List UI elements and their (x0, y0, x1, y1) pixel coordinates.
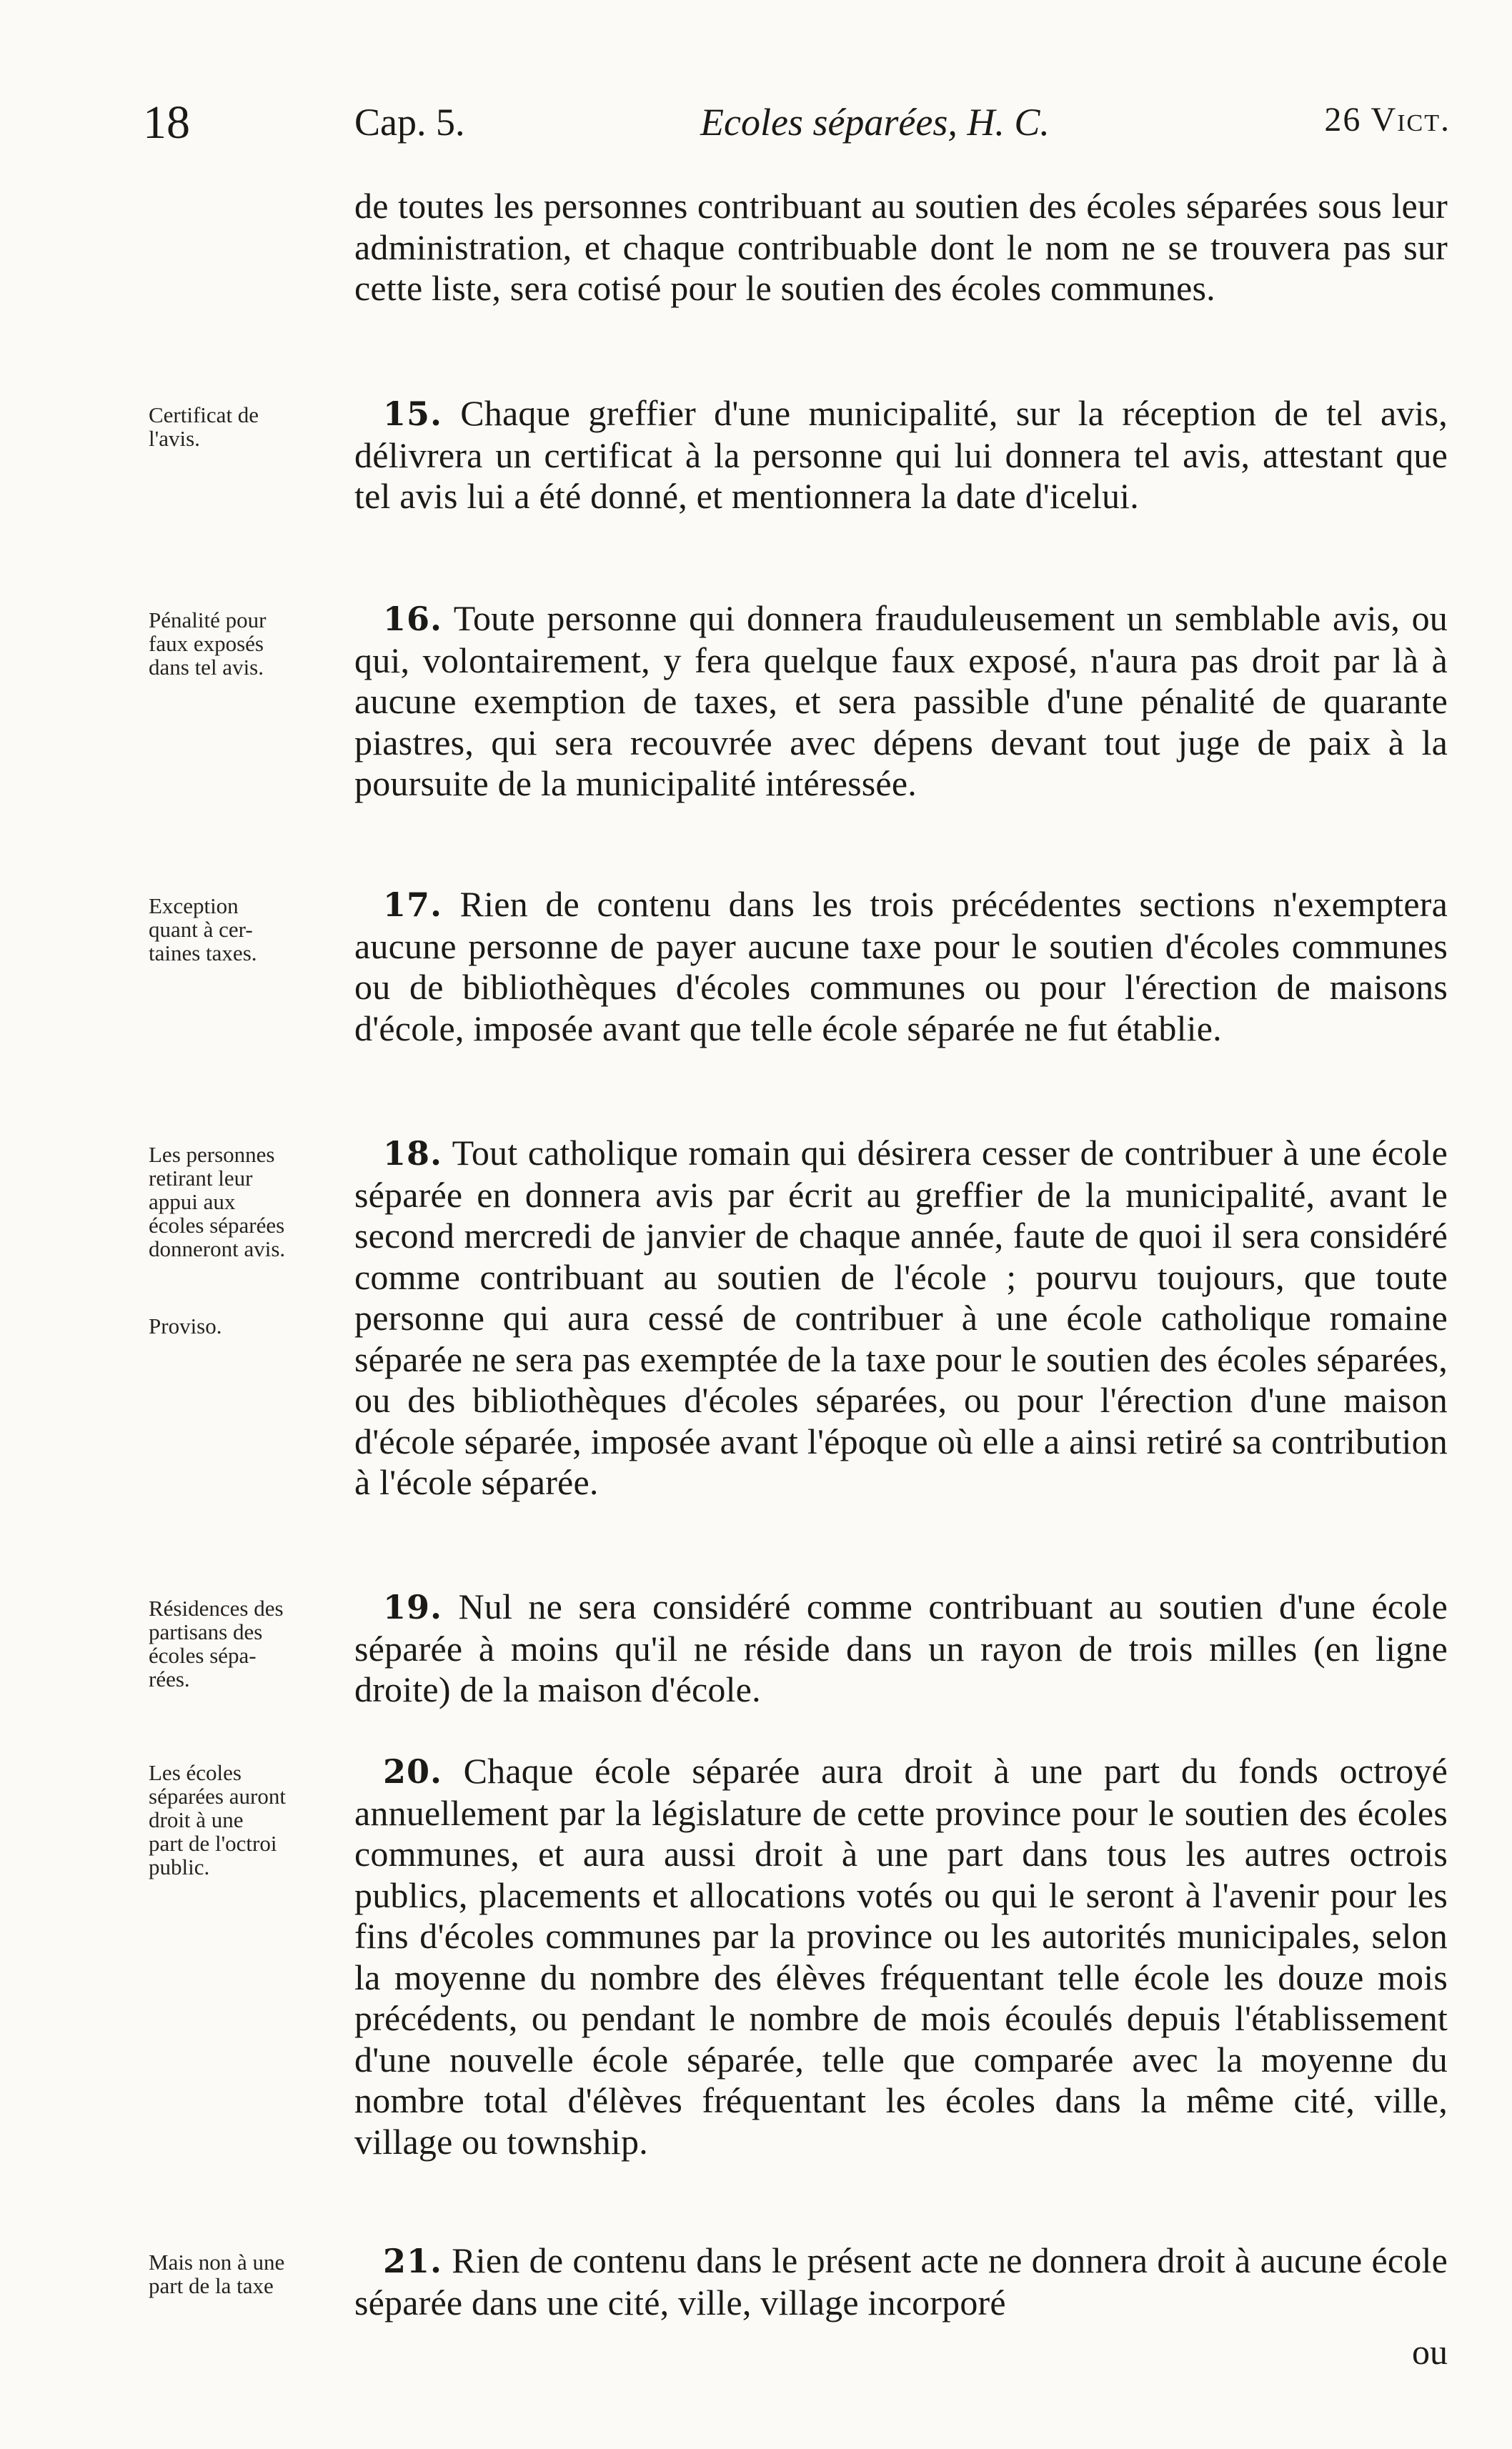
section-text: Chaque école séparée aura droit à une part du fonds octroyé annuellement par la législature de cette province pour le soutien des écoles communes, et aura aussi droit à une part dans tous les autres octrois publics, placements et allocations votés ou qui le seront à l'avenir pour les fins d'écoles communes par la province ou les autorités municipales, selon la moyenne du nombre des élèves fréquentant telle école les douze mois précédents, ou pendant le nombre de mois écoulés depuis l'établissement d'une nouvelle école séparée, telle que comparée avec la moyenne du nombre total d'élèves fréquentant les écoles dans la même cité, ville, village ou township. (354, 1751, 1448, 2162)
section-paragraph (354, 393, 1448, 517)
running-header (143, 96, 1451, 164)
margin-note-section-20: Les écoles séparées auront droit à une part de l'octroi public. (149, 1760, 286, 1879)
margin-note-section-16: Pénalité pour faux exposés dans tel avis. (149, 607, 267, 680)
section-paragraph (354, 2240, 1448, 2323)
running-title: Ecoles séparées, H. C. (700, 101, 1050, 144)
chapter-label: Cap. 5. (354, 101, 465, 144)
section-paragraph (354, 884, 1448, 1049)
section-text: Nul ne sera considéré comme contribuant au soutien d'une école séparée à moins qu'il ne réside dans un rayon de trois milles (en ligne droite) de la maison d'école. (354, 1586, 1448, 1709)
section-number: 20. (383, 1752, 443, 1791)
section-paragraph (354, 1133, 1448, 1504)
margin-note-section-18: Les personnes retirant leur appui aux écoles séparées donneront avis. Proviso. (149, 1142, 286, 1338)
margin-note-section-15: Certificat de l'avis. (149, 402, 259, 451)
section-number: 15. (383, 394, 443, 433)
section-number: 21. (383, 2242, 443, 2280)
section-number: 19. (383, 1588, 443, 1626)
catchword: ou (1412, 2332, 1448, 2372)
margin-note-section-17: Exception quant à cer- taines taxes. (149, 893, 257, 965)
section-paragraph (354, 1751, 1448, 2162)
section-text: Chaque greffier d'une municipalité, sur la réception de tel avis, délivrera un certificat à la personne qui lui donnera tel avis, attestant que tel avis lui a été donné, et mentionnera la date d'icelui. (354, 393, 1448, 516)
continuation-paragraph: de toutes les personnes contribuant au soutien des écoles séparées sous leur administration, et chaque contribuable dont le nom ne se trouvera pas sur cette liste, sera cotisé pour le soutien des écoles communes. (354, 186, 1448, 308)
proviso-note: Proviso. (149, 1313, 222, 1338)
section-text: Toute personne qui donnera frauduleusement un semblable avis, ou qui, volontairement, y fera quelque faux exposé, n'aura pas droit par là à aucune exemption de taxes, et sera passible d'une pénalité de quarante piastres, qui sera recouvrée avec dépens devant tout juge de paix à la poursuite de la municipalité intéressée. (354, 598, 1448, 803)
section-number: 17. (383, 885, 443, 924)
section-number: 18. (383, 1134, 443, 1173)
page-number: 18 (143, 96, 190, 149)
section-text: Tout catholique romain qui désirera cesser de contribuer à une école séparée en donnera avis par écrit au greffier de la municipalité, avant le second mercredi de janvier de chaque année, faute de quoi il sera considéré comme contribuant au soutien de l'école ; pourvu toujours, que toute personne qui aura cessé de contribuer à une école catholique romaine séparée ne sera pas exemptée de la taxe pour le soutien des écoles séparées, ou des bibliothèques d'écoles séparées, ou pour l'érection d'une maison d'école séparée, imposée avant l'époque où elle a ainsi retiré sa contribution à l'école séparée. (354, 1133, 1448, 1502)
section-text: Rien de contenu dans le présent acte ne donnera droit à aucune école séparée dans une cité, ville, village incorporé (354, 2240, 1448, 2323)
section-text: Rien de contenu dans les trois précédentes sections n'exemptera aucune personne de payer aucune taxe pour le soutien d'écoles communes ou de bibliothèques d'écoles communes ou pour l'érection de maisons d'école, imposée avant que telle école séparée ne fut établie. (354, 884, 1448, 1048)
section-paragraph (354, 598, 1448, 805)
section-paragraph (354, 1586, 1448, 1711)
margin-note-section-21: Mais non à une part de la taxe (149, 2250, 285, 2298)
regnal-year: 26 Vict. (1324, 101, 1451, 139)
margin-note-section-19: Résidences des partisans des écoles sépa- rées. (149, 1596, 284, 1692)
section-number: 16. (383, 600, 443, 638)
